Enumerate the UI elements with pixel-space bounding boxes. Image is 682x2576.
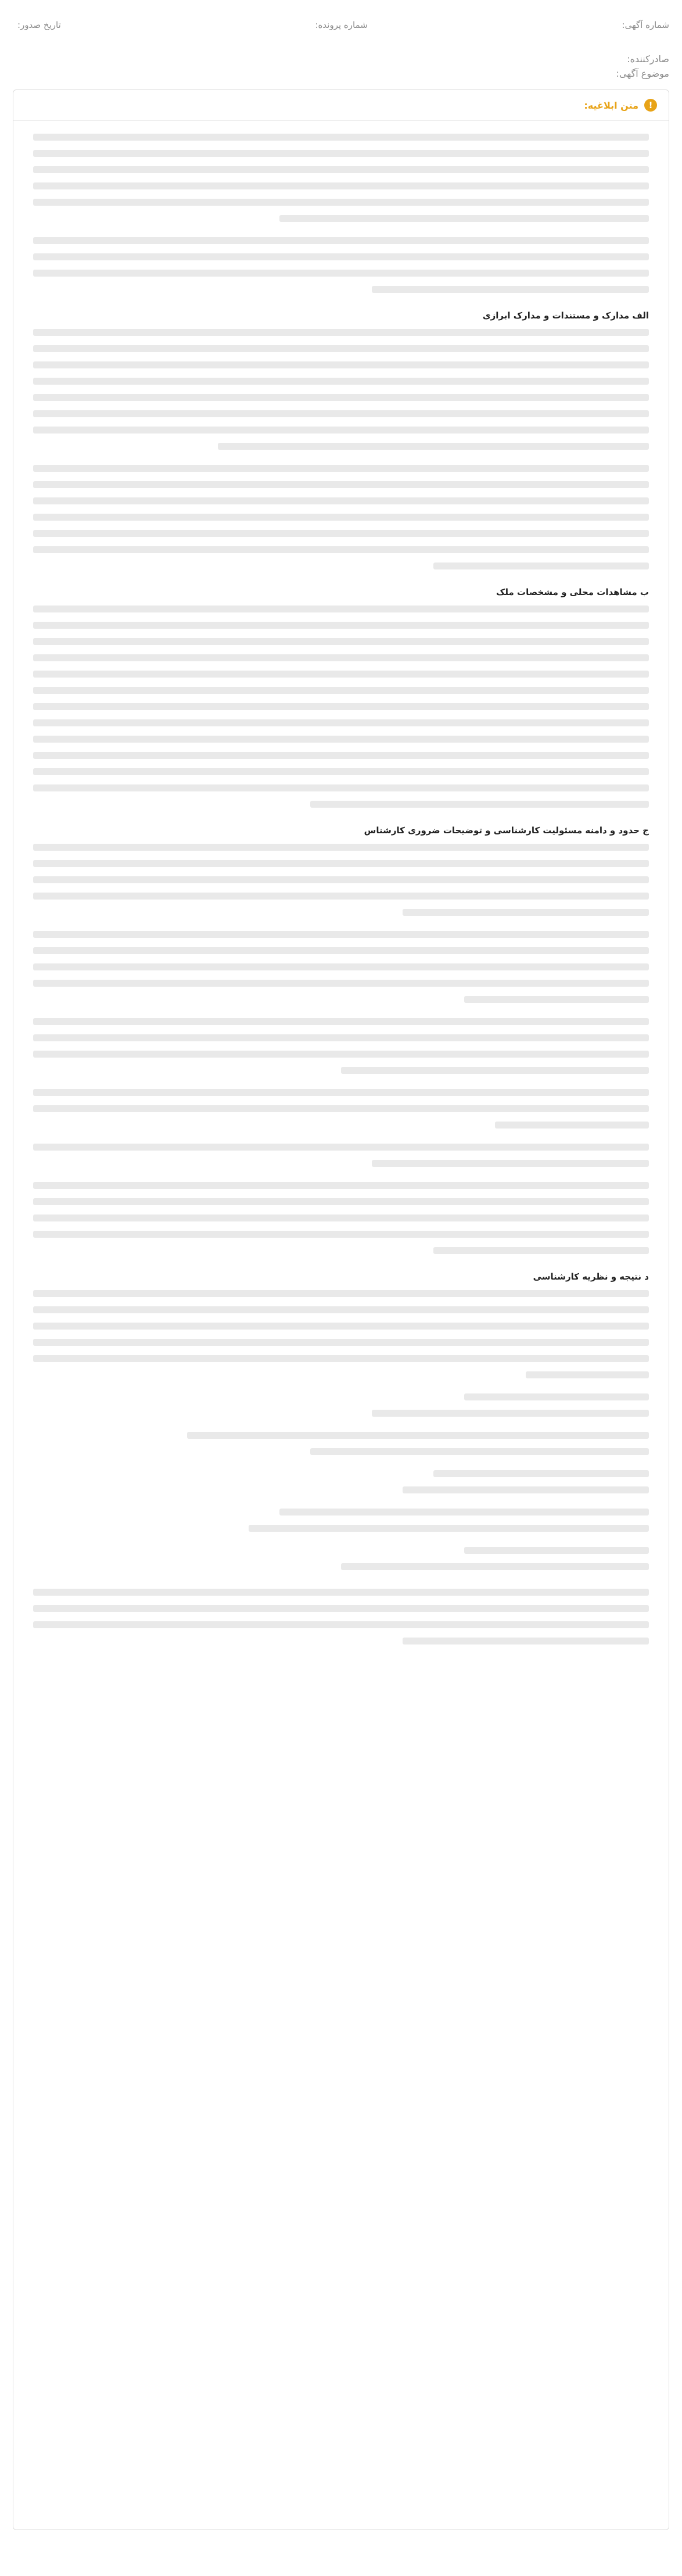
section-a-lines <box>33 329 649 450</box>
text-line <box>464 996 649 1003</box>
section-a-paragraph <box>33 329 649 450</box>
qa-block <box>33 1547 649 1570</box>
text-line <box>33 410 649 417</box>
text-line <box>33 893 649 900</box>
text-line <box>33 752 649 759</box>
intro-lines <box>33 134 649 222</box>
text-line <box>495 1122 649 1128</box>
tracking-label: شماره آگهی: <box>622 20 669 30</box>
text-line <box>279 1509 649 1515</box>
text-line <box>33 182 649 189</box>
notice-box-header <box>13 90 669 121</box>
list-item-lines <box>33 1089 649 1128</box>
text-line <box>464 1393 649 1400</box>
text-line <box>33 497 649 504</box>
text-line <box>403 1638 649 1645</box>
text-line <box>33 980 649 987</box>
text-line <box>33 530 649 537</box>
qa-lines <box>33 1547 649 1570</box>
text-line <box>187 1432 649 1439</box>
issuer-line <box>13 53 669 65</box>
text-line <box>33 1290 649 1297</box>
text-line <box>33 394 649 401</box>
text-line <box>33 166 649 173</box>
text-line <box>33 703 649 710</box>
intro2-lines <box>33 237 649 293</box>
text-line <box>33 481 649 488</box>
text-line <box>33 1589 649 1596</box>
text-line <box>33 1231 649 1238</box>
text-line <box>310 1448 649 1455</box>
text-line <box>33 329 649 336</box>
text-line <box>526 1371 649 1378</box>
section-c-title: ج حدود و دامنه مسئولیت کارشناسی و توضیحات ضروری کارشناس <box>364 825 649 836</box>
qa-block <box>33 1509 649 1532</box>
file-number-group <box>310 20 367 30</box>
section-b-paragraph <box>33 606 649 808</box>
text-line <box>33 1355 649 1362</box>
section-d-lines <box>33 1290 649 1378</box>
list-item-lines <box>33 1018 649 1074</box>
text-line <box>33 546 649 553</box>
text-line <box>33 427 649 433</box>
issue-date-group <box>13 20 61 30</box>
qa-block <box>33 1393 649 1417</box>
list-item-lines <box>33 931 649 1003</box>
subject-line <box>13 68 669 79</box>
issue-date-label: تاریخ صدور: <box>17 20 61 30</box>
text-line <box>33 1198 649 1205</box>
text-line <box>33 1034 649 1041</box>
list-item <box>33 844 649 916</box>
text-line <box>33 134 649 141</box>
qa-lines <box>33 1509 649 1532</box>
text-line <box>249 1525 649 1532</box>
text-line <box>403 1486 649 1493</box>
text-line <box>33 1323 649 1330</box>
text-line <box>33 199 649 206</box>
text-line <box>464 1547 649 1554</box>
text-line <box>372 286 649 293</box>
text-line <box>433 1247 649 1254</box>
text-line <box>33 378 649 385</box>
qa-lines <box>33 1470 649 1493</box>
text-line <box>33 1018 649 1025</box>
text-line <box>33 1306 649 1313</box>
section-b-title: ب مشاهدات محلی و مشخصات ملک <box>496 587 649 597</box>
text-line <box>33 654 649 661</box>
closing-lines <box>33 1589 649 1645</box>
text-line <box>33 465 649 472</box>
text-line <box>33 1214 649 1221</box>
text-line <box>372 1160 649 1167</box>
text-line <box>33 1105 649 1112</box>
text-line <box>33 1339 649 1346</box>
list-item <box>33 1144 649 1167</box>
text-line <box>33 638 649 645</box>
text-line <box>341 1563 649 1570</box>
notice-body-box <box>13 89 669 2530</box>
text-line <box>218 443 649 450</box>
list-item-lines <box>33 844 649 916</box>
text-line <box>33 361 649 368</box>
list-item-lines <box>33 1182 649 1254</box>
list-item <box>33 931 649 1003</box>
notice-box-title: متن ابلاغیه: <box>584 99 638 111</box>
text-line <box>33 860 649 867</box>
text-line <box>33 270 649 277</box>
intro2-paragraph <box>33 237 649 293</box>
section-b-lines <box>33 606 649 808</box>
qa-lines <box>33 1393 649 1417</box>
text-line <box>33 784 649 791</box>
list-item <box>33 1018 649 1074</box>
text-line <box>33 687 649 694</box>
section-d-title: د نتیجه و نظریه کارشناسی <box>533 1271 649 1282</box>
qa-block <box>33 1470 649 1493</box>
alert-icon: ! <box>644 99 657 112</box>
section-d-paragraph <box>33 1290 649 1378</box>
section-a-lines-2 <box>33 465 649 569</box>
intro-paragraph <box>33 134 649 222</box>
text-line <box>341 1067 649 1074</box>
text-line <box>33 963 649 970</box>
text-line <box>33 1051 649 1058</box>
section-a-title: الف مدارک و مستندات و مدارک ابرازی <box>482 310 649 321</box>
text-line <box>33 237 649 244</box>
text-line <box>33 606 649 612</box>
text-line <box>33 876 649 883</box>
text-line <box>310 801 649 808</box>
notice-meta-bar <box>13 0 669 50</box>
text-line <box>33 622 649 629</box>
text-line <box>279 215 649 222</box>
tracking-group <box>618 20 669 30</box>
issuer-label: صادرکننده: <box>627 53 669 65</box>
text-line <box>433 1470 649 1477</box>
text-line <box>33 719 649 726</box>
text-line <box>33 345 649 352</box>
list-item <box>33 1089 649 1128</box>
text-line <box>372 1410 649 1417</box>
text-line <box>33 1089 649 1096</box>
list-item <box>33 1182 649 1254</box>
qa-lines <box>33 1432 649 1455</box>
text-line <box>33 736 649 743</box>
text-line <box>33 844 649 851</box>
file-number-label: شماره پرونده: <box>315 20 368 30</box>
text-line <box>33 931 649 938</box>
text-line <box>33 514 649 521</box>
text-line <box>33 1605 649 1612</box>
text-line <box>433 563 649 569</box>
text-line <box>33 253 649 260</box>
text-line <box>33 1144 649 1151</box>
text-line <box>33 1621 649 1628</box>
closing-paragraph <box>33 1589 649 1645</box>
text-line <box>33 947 649 954</box>
section-a-paragraph-2 <box>33 465 649 569</box>
text-line <box>33 150 649 157</box>
text-line <box>403 909 649 916</box>
text-line <box>33 1182 649 1189</box>
text-line <box>33 671 649 678</box>
qa-block <box>33 1432 649 1455</box>
text-line <box>33 768 649 775</box>
list-item-lines <box>33 1144 649 1167</box>
subject-label: موضوع آگهی: <box>616 68 669 79</box>
